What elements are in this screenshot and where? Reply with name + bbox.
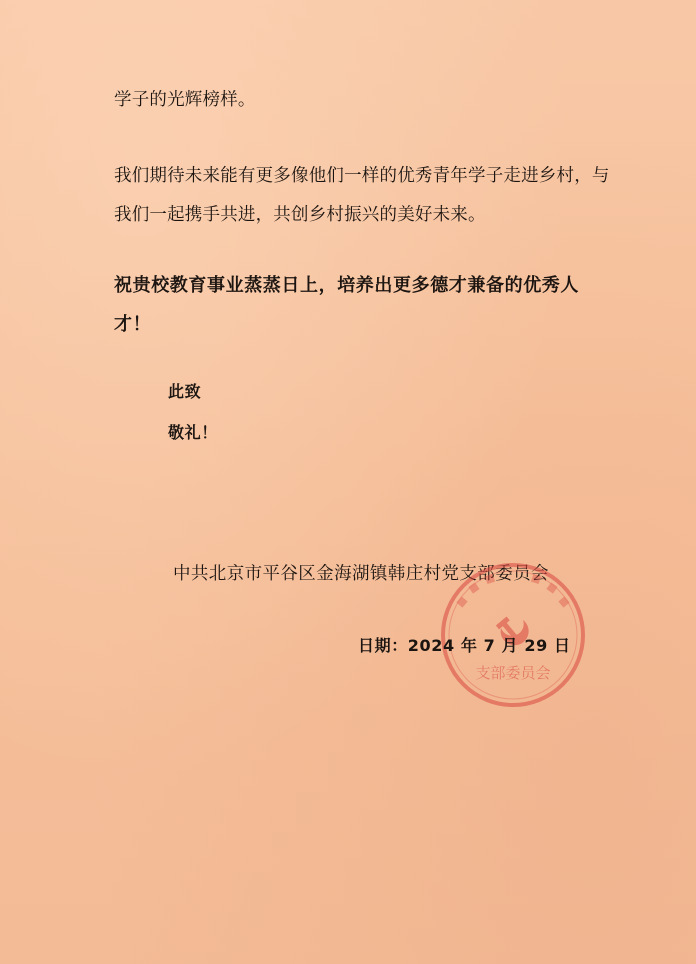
body-line: 学子的光辉榜样。: [114, 90, 256, 110]
wish-line: 才！: [114, 314, 152, 335]
closing-line: 敬礼！: [168, 423, 218, 442]
body-line: 我们一起携手共进，共创乡村振兴的美好未来。: [114, 205, 486, 225]
closing-line: 此致: [168, 382, 202, 401]
wish-line: 祝贵校教育事业蒸蒸日上，培养出更多德才兼备的优秀人: [114, 275, 579, 296]
signature: 中共北京市平谷区金海湖镇韩庄村党支部委员会: [173, 564, 549, 584]
date-line: 日期：2024 年 7 月 29 日: [358, 636, 571, 655]
body-line: 我们期待未来能有更多像他们一样的优秀青年学子走进乡村，与: [114, 166, 610, 186]
seal-text: 支部委员会: [475, 664, 551, 682]
